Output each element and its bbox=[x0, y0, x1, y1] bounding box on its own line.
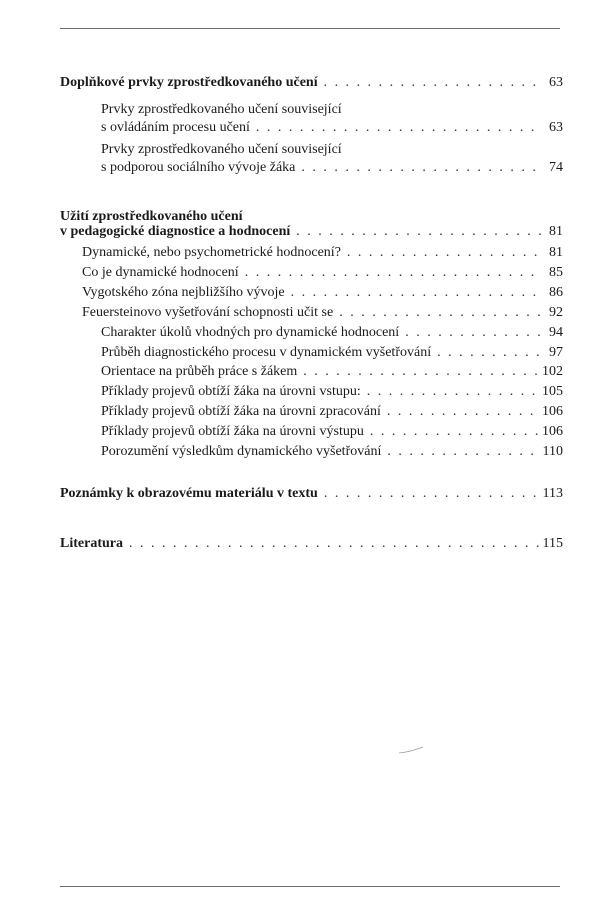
toc-entry bbox=[101, 424, 563, 443]
toc-entry bbox=[82, 265, 563, 284]
leader-dots bbox=[370, 424, 538, 440]
toc-entry-section-3 bbox=[60, 486, 563, 505]
toc-entry bbox=[101, 404, 563, 423]
leader-dots bbox=[347, 245, 541, 261]
pencil-mark bbox=[398, 746, 424, 754]
leader-dots bbox=[303, 364, 538, 380]
toc-entry-title: s podporou sociálního vývoje žáka bbox=[101, 160, 296, 175]
leader-dots bbox=[339, 305, 541, 321]
toc-page-number: 106 bbox=[542, 404, 563, 419]
leader-dots bbox=[291, 285, 541, 301]
toc-entry-title: Co je dynamické hodnocení bbox=[82, 265, 239, 280]
leader-dots bbox=[324, 75, 541, 91]
toc-entry-title: Charakter úkolů vhodných pro dynamické hodnocení bbox=[101, 325, 400, 340]
toc-entry-title: Feuersteinovo vyšetřování schopnosti učit se bbox=[82, 305, 334, 320]
leader-dots bbox=[367, 384, 538, 400]
leader-dots bbox=[387, 404, 538, 420]
toc-entry-title: s ovládáním procesu učení bbox=[101, 120, 250, 135]
leader-dots bbox=[387, 444, 538, 460]
toc-page-number: 63 bbox=[549, 75, 563, 90]
toc-entry-title: Průběh diagnostického procesu v dynamickém vyšetřování bbox=[101, 345, 432, 360]
toc-entry-section-1 bbox=[60, 75, 563, 94]
toc-page-number: 113 bbox=[542, 486, 563, 501]
toc-page-number: 106 bbox=[542, 424, 563, 439]
toc-entry-title: Příklady projevů obtíží žáka na úrovni vstupu: bbox=[101, 384, 361, 399]
top-rule bbox=[60, 28, 560, 29]
toc-page-number: 86 bbox=[549, 285, 563, 300]
toc-entry bbox=[101, 444, 563, 463]
toc-heading-line-1: Užití zprostředkovaného učení bbox=[60, 209, 243, 224]
toc-page-number: 81 bbox=[549, 245, 563, 260]
toc-page-number: 97 bbox=[549, 345, 563, 360]
toc-page-number: 74 bbox=[549, 160, 563, 175]
toc-entry-sub-1 bbox=[101, 120, 563, 139]
toc-entry-title: Literatura bbox=[60, 536, 123, 551]
toc-page-number: 102 bbox=[542, 364, 563, 379]
toc-page-number: 105 bbox=[542, 384, 563, 399]
leader-dots bbox=[301, 160, 541, 176]
toc-entry-title: Dynamické, nebo psychometrické hodnocení? bbox=[82, 245, 341, 260]
toc-page-number: 85 bbox=[549, 265, 563, 280]
toc-entry bbox=[101, 345, 563, 364]
toc-entry-section-4 bbox=[60, 536, 563, 555]
toc-entry bbox=[101, 384, 563, 403]
toc-entry-title: Orientace na průběh práce s žákem bbox=[101, 364, 298, 379]
toc-entry-title: Příklady projevů obtíží žáka na úrovni výstupu bbox=[101, 424, 364, 439]
leader-dots bbox=[129, 536, 539, 552]
toc-page-number: 81 bbox=[549, 224, 563, 239]
leader-dots bbox=[324, 486, 539, 502]
toc-entry-title: v pedagogické diagnostice a hodnocení bbox=[60, 224, 291, 239]
toc-entry-title: Poznámky k obrazovému materiálu v textu bbox=[60, 486, 318, 501]
toc-page-number: 110 bbox=[542, 444, 563, 459]
toc-entry-sub-2 bbox=[101, 160, 563, 179]
toc-entry-title-line-1: Prvky zprostředkovaného učení související bbox=[101, 142, 342, 157]
toc-entry bbox=[101, 364, 563, 383]
leader-dots bbox=[437, 345, 541, 361]
toc-entry-title-line-1: Prvky zprostředkovaného učení související bbox=[101, 102, 342, 117]
leader-dots bbox=[245, 265, 541, 281]
leader-dots bbox=[405, 325, 541, 341]
toc-entry-title: Vygotského zóna nejbližšího vývoje bbox=[82, 285, 285, 300]
toc-page-number: 92 bbox=[549, 305, 563, 320]
toc-entry-title: Porozumění výsledkům dynamického vyšetřování bbox=[101, 444, 382, 459]
bottom-rule bbox=[60, 886, 560, 887]
toc-page-number: 115 bbox=[542, 536, 563, 551]
toc-entry-title: Doplňkové prvky zprostředkovaného učení bbox=[60, 75, 318, 90]
toc-entry bbox=[101, 325, 563, 344]
toc-page-number: 94 bbox=[549, 325, 563, 340]
toc-entry-section-2 bbox=[60, 224, 563, 243]
leader-dots bbox=[296, 224, 541, 240]
toc-entry bbox=[82, 305, 563, 324]
toc-entry-title: Příklady projevů obtíží žáka na úrovni zpracování bbox=[101, 404, 381, 419]
toc-entry bbox=[82, 245, 563, 264]
toc-page-number: 63 bbox=[549, 120, 563, 135]
toc-entry bbox=[82, 285, 563, 304]
leader-dots bbox=[256, 120, 541, 136]
